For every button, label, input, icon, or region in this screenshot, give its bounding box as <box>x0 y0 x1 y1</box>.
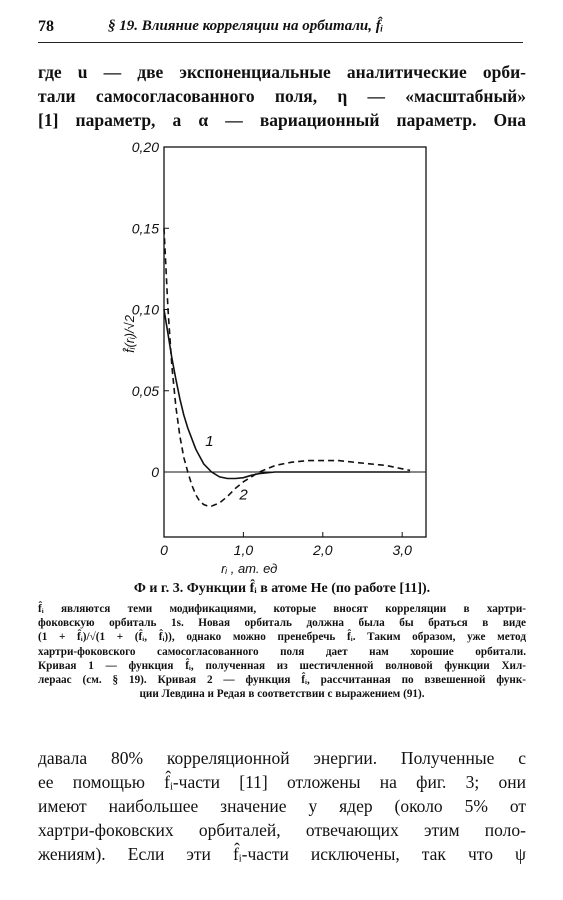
note-line: фоковскую орбиталь 1s. Новая орбиталь должна была бы браться в виде <box>38 617 526 630</box>
correlation-chart <box>118 135 448 580</box>
curve-label: 1 <box>205 433 214 450</box>
x-tick-label: 0 <box>160 542 168 558</box>
section-title: § 19. Влияние корреляции на орбитали, f̂ᵢ <box>108 18 384 34</box>
note-line: f̂ᵢ являются теми модификациями, которые вносят корреляции в хартри- <box>38 603 526 615</box>
text-line: ее помощью f̂ᵢ-части [11] отложены на фиг. 3; они <box>38 772 526 792</box>
y-axis-label: f̂ᵢ(rᵢ)/√2 <box>122 314 137 353</box>
y-tick-label: 0,20 <box>131 139 159 155</box>
text-line: давала 80% корреляционной энергии. Полученные с <box>38 748 526 768</box>
text-line: жениям). Если эти f̂ᵢ-части исключены, так что ψ <box>38 844 526 864</box>
x-axis-label: rᵢ , ат. ед <box>221 561 278 576</box>
note-line: хартри-фоковского самосогласованного поля дает нам хорошие орбитали. <box>38 645 526 658</box>
note-line: (1 + f̂ᵢ)/√(1 + (f̂ᵢ, f̂ᵢ)), однако можно пренебречь f̂ᵢ. Таким образом, уже метод <box>38 631 526 644</box>
x-tick-label: 3,0 <box>392 542 412 558</box>
note-line: ции Левдина и Редая в соответствии с выражением (91). <box>139 688 425 701</box>
text-line: хартри-фоковских орбиталей, отвечающих этим поло- <box>38 820 526 840</box>
running-head <box>38 18 523 43</box>
curve-label: 2 <box>239 486 248 504</box>
page-number: 78 <box>38 18 54 35</box>
x-tick-label: 1,0 <box>233 542 254 558</box>
curve-1-solid <box>164 310 410 479</box>
y-tick-label: 0,05 <box>131 382 159 399</box>
y-tick-label: 0 <box>151 464 159 480</box>
y-tick-label: 0,15 <box>131 220 159 237</box>
text-line: где u — две экспоненциальные аналитические орби- <box>38 62 526 82</box>
note-line: Кривая 1 — функция f̂ᵢ, полученная из шестичленной волновой функции Хил- <box>38 659 526 672</box>
text-line: имеют наибольшее значение у ядер (около 5% от <box>38 796 526 816</box>
figure-note <box>38 602 526 701</box>
figure-3 <box>118 135 448 580</box>
curve-2-dashed <box>164 228 410 506</box>
figure-caption: Ф и г. 3. Функции f̂ᵢ в атоме He (по работе [11]). <box>133 581 431 596</box>
text-line: тали самосогласованного поля, η — «масштабный» <box>38 86 526 106</box>
paragraph-top <box>38 60 526 132</box>
paragraph-bottom <box>38 746 526 866</box>
plot-frame <box>164 147 426 537</box>
y-tick-label: 0,10 <box>131 301 159 318</box>
x-tick-label: 2,0 <box>313 542 333 558</box>
text-line: [1] параметр, а α — вариационный параметр. Она <box>38 110 526 130</box>
note-line: лераас (см. § 19). Кривая 2 — функция f̂ᵢ, рассчитанная по взвешенной функ- <box>38 674 526 687</box>
